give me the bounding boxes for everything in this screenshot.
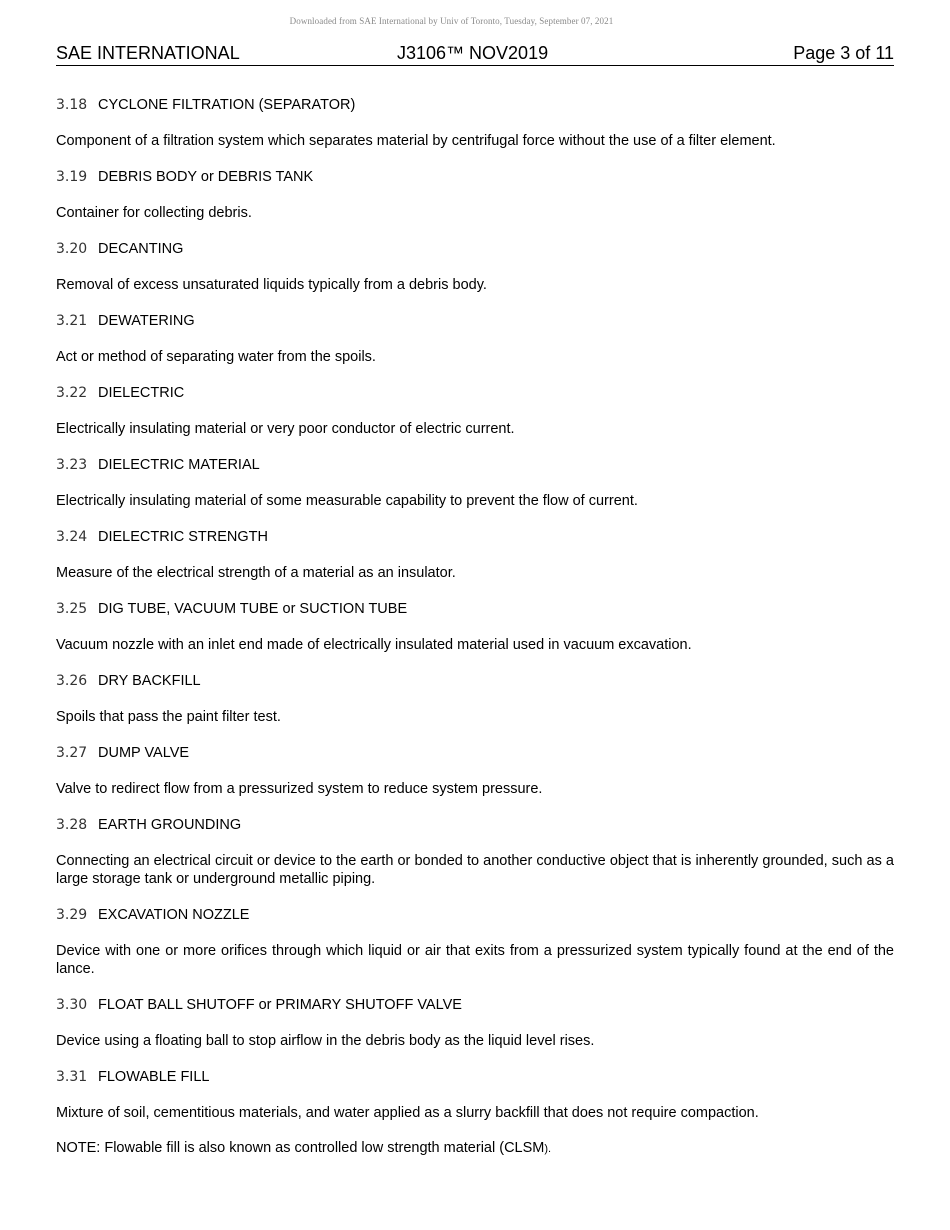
section-definition: Measure of the electrical strength of a material as an insulator.	[56, 565, 456, 581]
download-watermark: Downloaded from SAE International by Univ of Toronto, Tuesday, September 07, 2021	[289, 16, 614, 26]
page-header	[56, 43, 894, 66]
section-definition: Valve to redirect flow from a pressurized system to reduce system pressure.	[56, 781, 543, 797]
section-definition: Act or method of separating water from the spoils.	[56, 349, 376, 365]
section-title: EARTH GROUNDING	[98, 817, 242, 833]
section-number: 3.25	[56, 601, 88, 617]
section-title: DIELECTRIC	[98, 385, 185, 401]
section-definition: Electrically insulating material or very poor conductor of electric current.	[56, 421, 515, 437]
section-number: 3.31	[56, 1069, 88, 1085]
section-heading	[56, 239, 894, 259]
section-definition: Container for collecting debris.	[56, 205, 252, 221]
section-number: 3.29	[56, 907, 88, 923]
section-heading	[56, 527, 894, 547]
section-number: 3.22	[56, 385, 88, 401]
definitions-list	[56, 95, 894, 1158]
note-tail: ).	[544, 1143, 552, 1155]
section-heading	[56, 599, 894, 619]
section-definition: Device with one or more orifices through which liquid or air that exits from a pressurized system typically found at the end of the lance.	[56, 943, 894, 977]
section-definition: Spoils that pass the paint filter test.	[56, 709, 281, 725]
section-title: DRY BACKFILL	[98, 673, 201, 689]
section-number: 3.28	[56, 817, 88, 833]
section-number: 3.24	[56, 529, 88, 545]
section-number: 3.23	[56, 457, 88, 473]
section-definition: Component of a filtration system which separates material by centrifugal force without the use of a filter element.	[56, 133, 776, 149]
section-number: 3.30	[56, 997, 88, 1013]
section-number: 3.18	[56, 97, 88, 113]
section-heading	[56, 95, 894, 115]
note-paragraph	[56, 1139, 894, 1158]
section-definition: Vacuum nozzle with an inlet end made of electrically insulated material used in vacuum excavation.	[56, 637, 692, 653]
section-heading	[56, 383, 894, 403]
section-title: FLOAT BALL SHUTOFF or PRIMARY SHUTOFF VALVE	[98, 997, 462, 1013]
section-heading	[56, 905, 894, 925]
section-heading	[56, 167, 894, 187]
header-document-id: J3106™ NOV2019	[397, 43, 549, 63]
section-title: DIG TUBE, VACUUM TUBE or SUCTION TUBE	[98, 601, 408, 617]
section-title: DECANTING	[98, 241, 184, 257]
section-heading	[56, 311, 894, 331]
section-title: DEWATERING	[98, 313, 195, 329]
section-definition: Mixture of soil, cementitious materials, and water applied as a slurry backfill that does not require compaction.	[56, 1105, 759, 1121]
section-heading	[56, 1067, 894, 1087]
section-number: 3.20	[56, 241, 88, 257]
section-heading	[56, 671, 894, 691]
section-heading	[56, 815, 894, 835]
section-title: DUMP VALVE	[98, 745, 190, 761]
section-title: DIELECTRIC MATERIAL	[98, 457, 260, 473]
note-text: NOTE: Flowable fill is also known as controlled low strength material (CLSM	[56, 1140, 545, 1156]
section-title: EXCAVATION NOZZLE	[98, 907, 250, 923]
section-heading	[56, 743, 894, 763]
header-page-number: Page 3 of 11	[793, 43, 894, 63]
section-number: 3.26	[56, 673, 88, 689]
section-definition: Connecting an electrical circuit or device to the earth or bonded to another conductive object that is inherently grounded, such as a large storage tank or underground metallic piping.	[56, 853, 894, 887]
section-title: CYCLONE FILTRATION (SEPARATOR)	[98, 97, 356, 113]
section-title: DIELECTRIC STRENGTH	[98, 529, 268, 545]
section-number: 3.27	[56, 745, 88, 761]
section-title: DEBRIS BODY or DEBRIS TANK	[98, 169, 314, 185]
section-title: FLOWABLE FILL	[98, 1069, 210, 1085]
section-number: 3.21	[56, 313, 88, 329]
section-heading	[56, 995, 894, 1015]
header-organization: SAE INTERNATIONAL	[56, 43, 240, 63]
section-definition: Removal of excess unsaturated liquids typically from a debris body.	[56, 277, 487, 293]
section-definition: Device using a floating ball to stop airflow in the debris body as the liquid level rises.	[56, 1033, 595, 1049]
section-definition: Electrically insulating material of some measurable capability to prevent the flow of current.	[56, 493, 638, 509]
section-heading	[56, 455, 894, 475]
section-number: 3.19	[56, 169, 88, 185]
